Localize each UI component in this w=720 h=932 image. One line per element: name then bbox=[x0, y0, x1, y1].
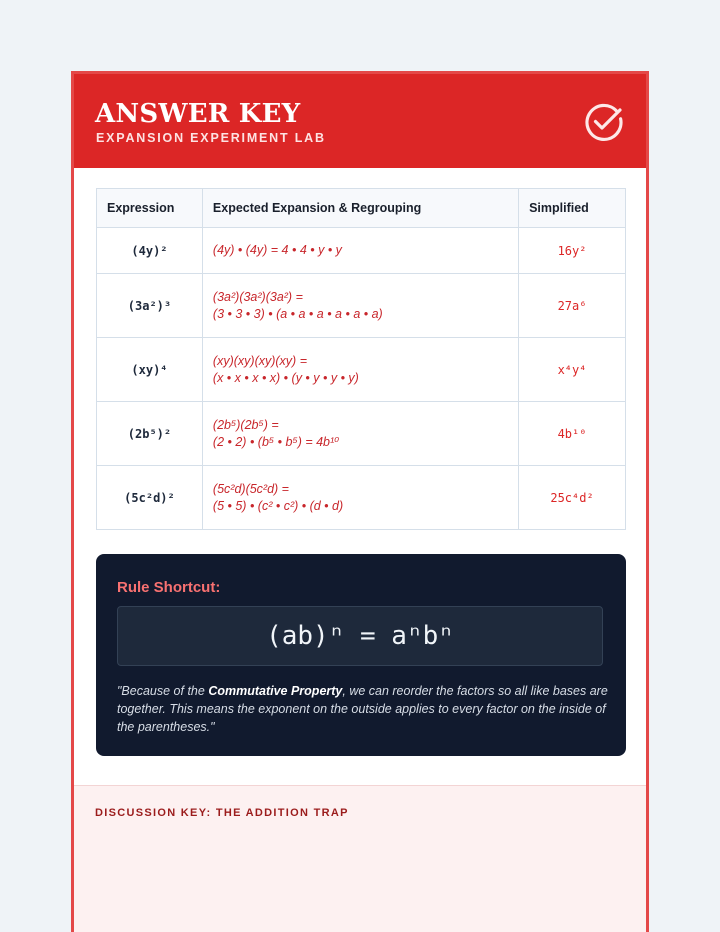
expansion-line: (xy)(xy)(xy)(xy) = bbox=[212, 353, 307, 368]
quote-text: "Because of the bbox=[117, 684, 209, 698]
table-header-row bbox=[97, 189, 626, 228]
answer-table bbox=[96, 188, 626, 530]
expression-cell: (4y)² bbox=[97, 228, 203, 274]
rule-title: Rule Shortcut: bbox=[117, 579, 221, 596]
table-row bbox=[97, 274, 626, 338]
simplified-cell: 4b¹⁰ bbox=[519, 402, 626, 466]
expansion-cell bbox=[202, 402, 518, 466]
quote-emphasis: Commutative Property bbox=[208, 684, 343, 698]
quote-text: , we can reorder the factors so all like bases are together. This means the exponent on the outside applies to every factor on the inside of the parentheses." bbox=[117, 684, 608, 734]
answer-key-card bbox=[71, 71, 649, 932]
simplified-cell: 16y² bbox=[519, 228, 626, 274]
discussion-section bbox=[74, 785, 646, 932]
expansion-line: (2b⁵)(2b⁵) = bbox=[212, 417, 279, 432]
expansion-cell bbox=[202, 466, 518, 530]
expansion-line: (3a²)(3a²)(3a²) = bbox=[212, 289, 303, 304]
column-header-simplified: Simplified bbox=[519, 189, 626, 228]
expansion-cell bbox=[202, 338, 518, 402]
expansion-line: (5c²d)(5c²d) = bbox=[212, 481, 289, 496]
simplified-cell: x⁴y⁴ bbox=[519, 338, 626, 402]
table-row bbox=[97, 228, 626, 274]
expression-cell: (5c²d)² bbox=[97, 466, 203, 530]
table-row bbox=[97, 402, 626, 466]
table-row bbox=[97, 466, 626, 530]
expansion-cell bbox=[202, 228, 518, 274]
rule-explanation bbox=[117, 682, 612, 736]
column-header-expansion: Expected Expansion & Regrouping bbox=[202, 189, 518, 228]
simplified-cell: 25c⁴d² bbox=[519, 466, 626, 530]
expansion-line: (x • x • x • x) • (y • y • y • y) bbox=[212, 370, 359, 385]
expansion-line: (4y) • (4y) = 4 • 4 • y • y bbox=[212, 243, 342, 257]
table-row bbox=[97, 338, 626, 402]
rule-formula: (ab)ⁿ = aⁿbⁿ bbox=[117, 606, 603, 666]
expression-cell: (xy)⁴ bbox=[97, 338, 203, 402]
page-subtitle: EXPANSION EXPERIMENT LAB bbox=[96, 131, 326, 145]
expansion-line: (5 • 5) • (c² • c²) • (d • d) bbox=[212, 498, 344, 513]
discussion-title: DISCUSSION KEY: THE ADDITION TRAP bbox=[95, 807, 349, 819]
card-header bbox=[74, 74, 646, 168]
expansion-line: (2 • 2) • (b⁵ • b⁵) = 4b¹⁰ bbox=[212, 434, 340, 449]
rule-shortcut-panel bbox=[96, 554, 626, 756]
expression-cell: (3a²)³ bbox=[97, 274, 203, 338]
page-title: ANSWER KEY bbox=[95, 99, 301, 129]
expression-cell: (2b⁵)² bbox=[97, 402, 203, 466]
expansion-cell bbox=[202, 274, 518, 338]
expansion-line: (3 • 3 • 3) • (a • a • a • a • a • a) bbox=[212, 306, 383, 321]
check-circle-icon bbox=[583, 101, 625, 143]
simplified-cell: 27a⁶ bbox=[519, 274, 626, 338]
column-header-expression: Expression bbox=[97, 189, 203, 228]
